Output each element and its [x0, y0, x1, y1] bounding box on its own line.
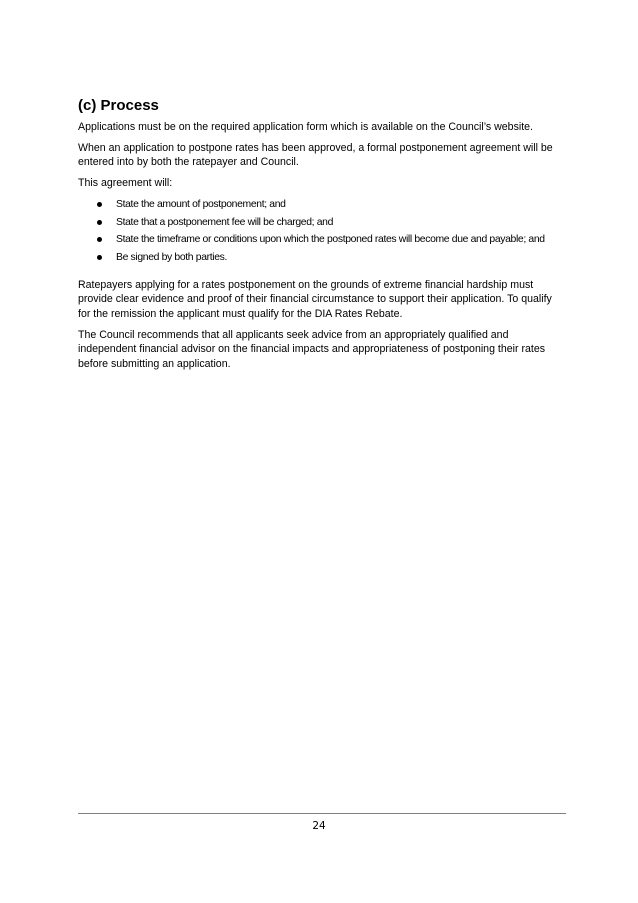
- footer-divider: [78, 813, 566, 814]
- list-item: [78, 217, 566, 229]
- paragraph-application-form: Applications must be on the required application form which is available on the Council’s website.: [78, 121, 533, 133]
- bullet-icon: [97, 202, 102, 207]
- bullet-icon: [97, 255, 102, 260]
- list-item: [78, 252, 566, 264]
- page-number: 24: [312, 820, 326, 832]
- paragraph-financial-hardship: Ratepayers applying for a rates postponement on the grounds of extreme financial hardship must provide clear evidence and proof of their financial circumstance to support their application. To qualify for the remission the applicant must qualify for the DIA Rates Rebate.: [78, 278, 552, 321]
- list-item-text: Be signed by both parties.: [116, 251, 228, 263]
- list-item: [78, 234, 566, 246]
- list-item-text: State that a postponement fee will be charged; and: [116, 216, 334, 228]
- bullet-icon: [97, 220, 102, 225]
- list-item-text: State the amount of postponement; and: [116, 199, 286, 211]
- bullet-icon: [97, 237, 102, 242]
- list-item: [78, 199, 566, 211]
- section-heading: (c) Process: [78, 97, 159, 114]
- list-item-text: State the timeframe or conditions upon which the postponed rates will become due and payable; and: [116, 234, 545, 246]
- paragraph-financial-advice: The Council recommends that all applicants seek advice from an appropriately qualified and independent financial advisor on the financial impacts and appropriateness of postponing their rates before submitting an application.: [78, 328, 546, 370]
- paragraph-agreement-will: This agreement will:: [78, 176, 173, 189]
- agreement-bullet-list: [78, 199, 566, 264]
- paragraph-postponement-agreement: When an application to postpone rates has been approved, a formal postponement agreement will be entered into by both the ratepayer and Council.: [78, 141, 553, 169]
- section-process: [78, 97, 566, 377]
